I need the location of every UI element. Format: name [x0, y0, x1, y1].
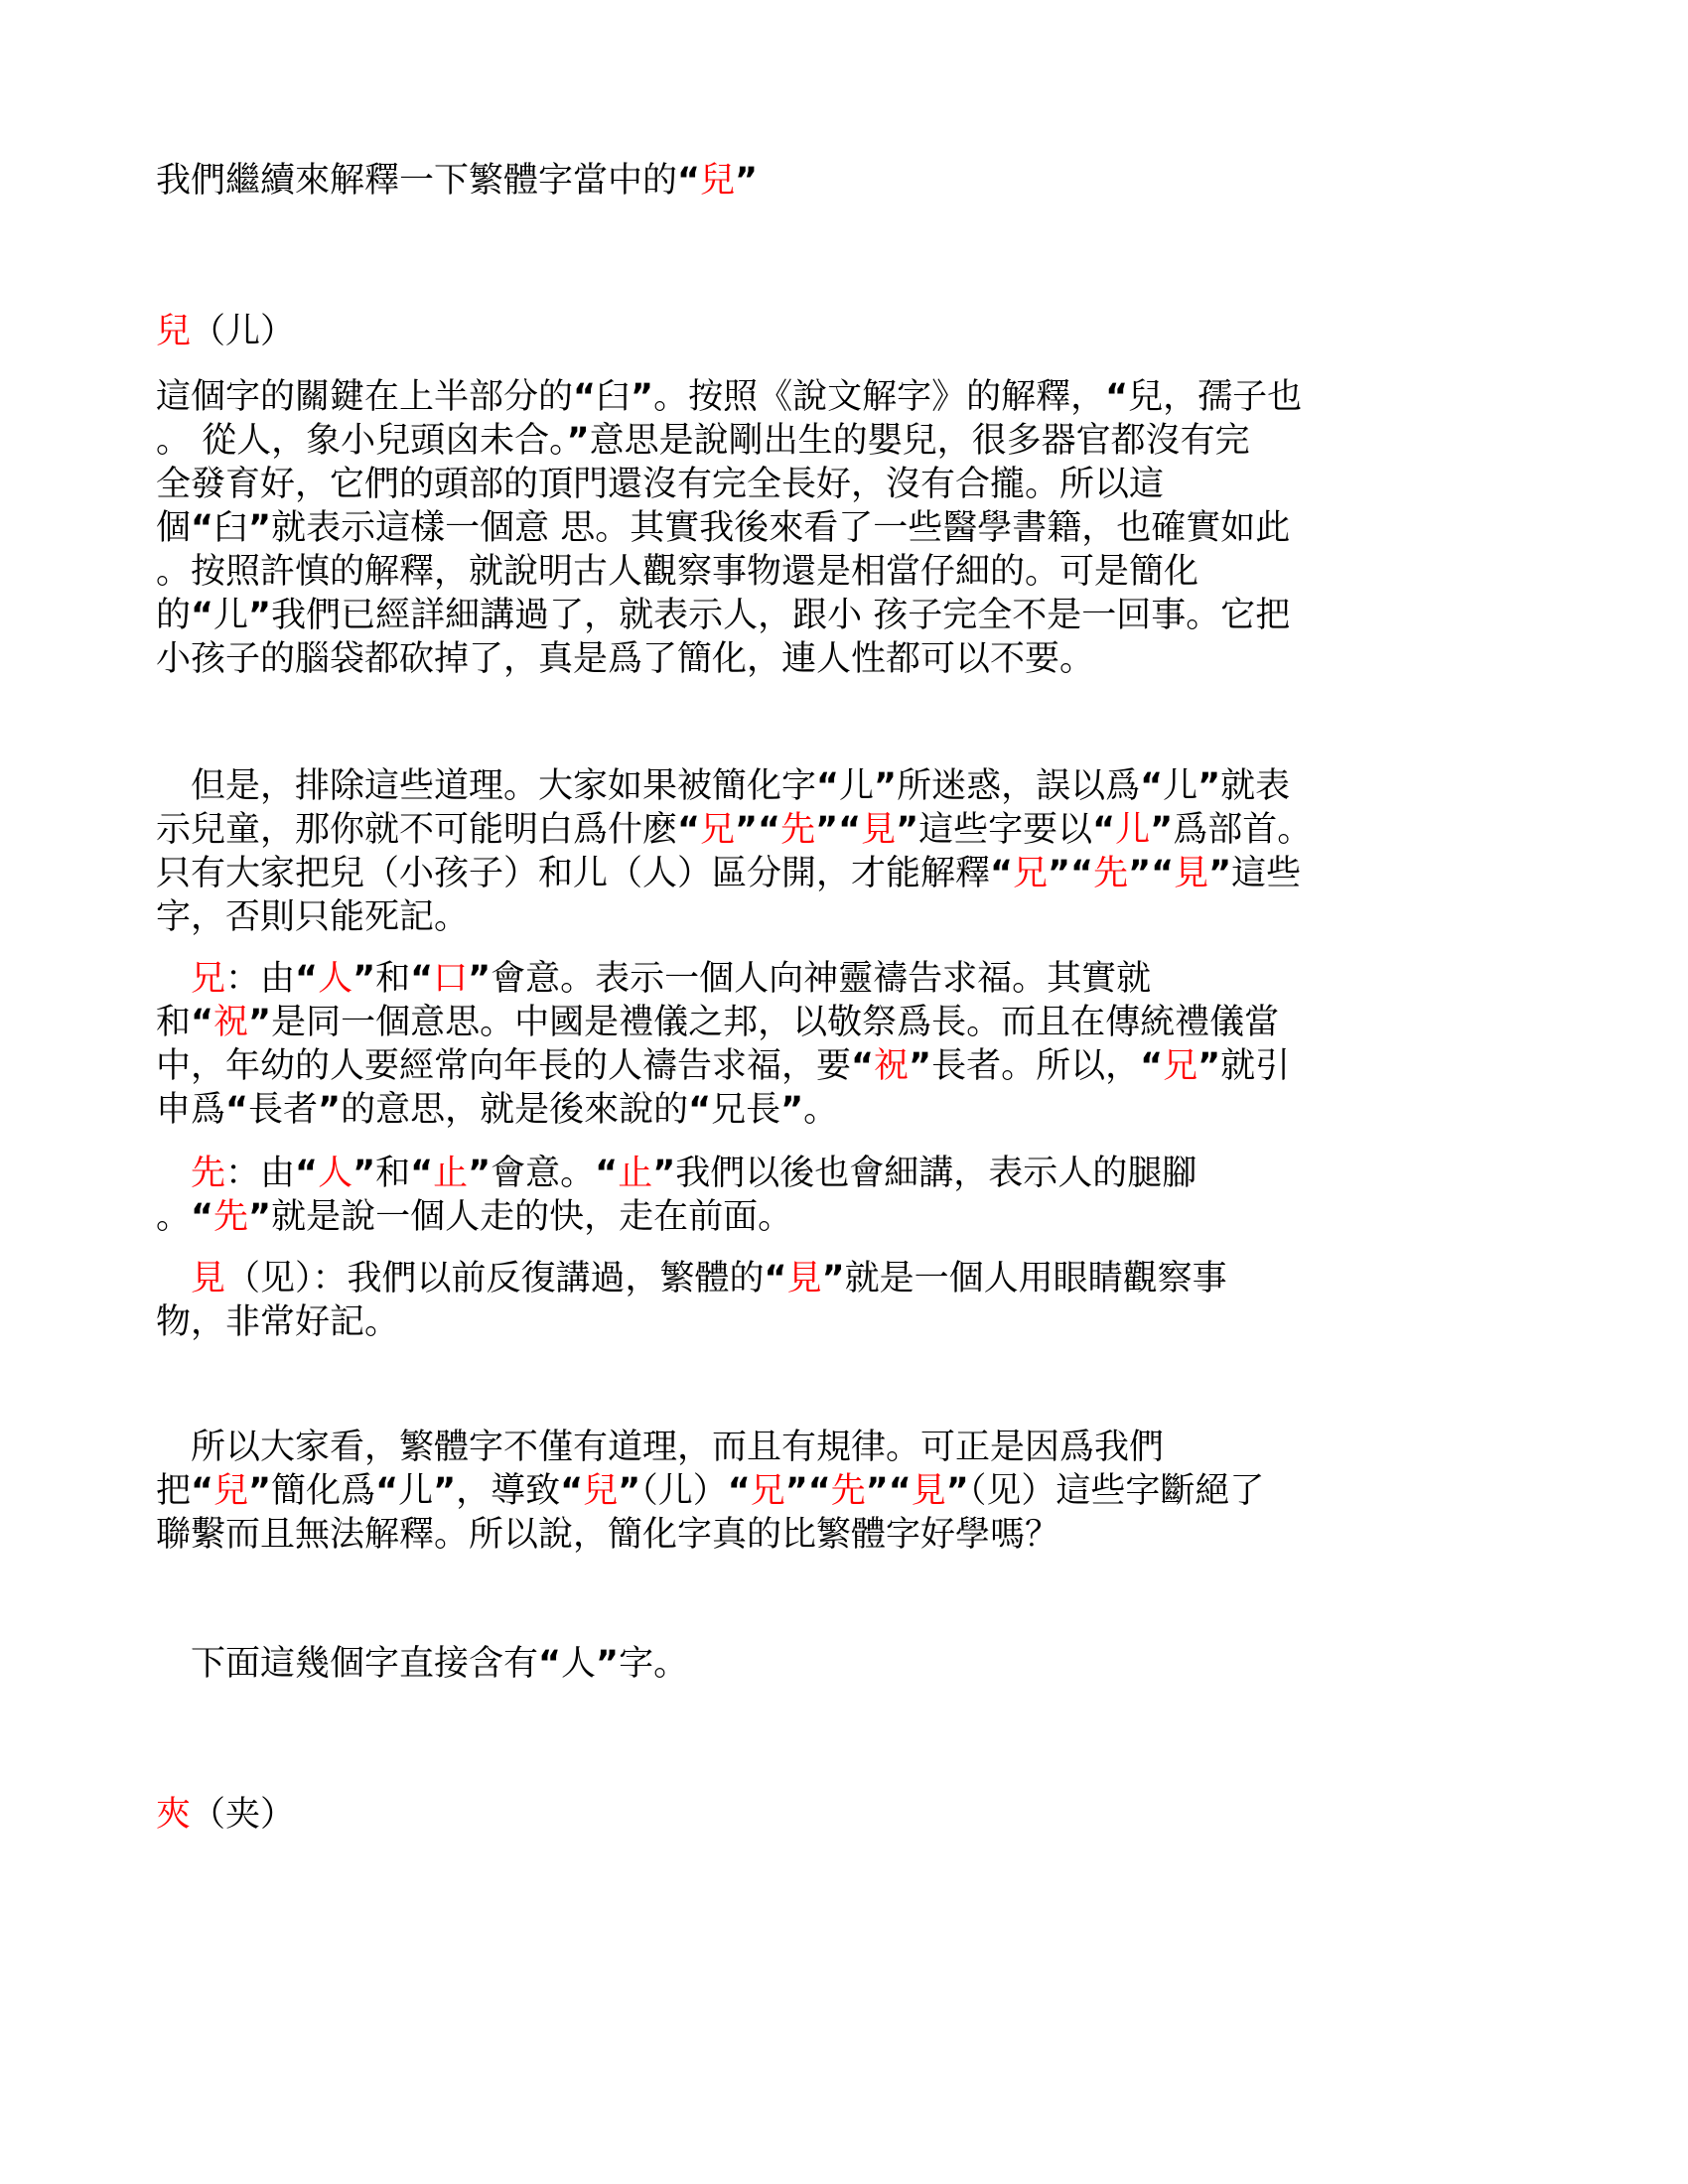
para-er-line-4 [156, 506, 1290, 550]
text-segment: 字，否則只能死記。 [156, 897, 470, 937]
para-er-line-7 [156, 637, 1094, 681]
text-segment: ：由 [225, 959, 296, 999]
text-segment: 。按照許慎的解釋，就說明古人觀察事物還是相當仔細的。可是簡化 [156, 552, 1199, 592]
text-segment: 小孩子的腦袋都砍掉了，真是爲了簡化，連人性都可以不要。 [156, 639, 1095, 679]
para-summary-line-3 [156, 1513, 1059, 1557]
text-segment: 簡化爲 [271, 1471, 376, 1511]
quote-mark: “ [677, 810, 701, 850]
quote-mark: ” [631, 377, 654, 417]
quote-mark: “ [191, 1197, 214, 1237]
quote-mark: ” [652, 1154, 676, 1193]
quote-mark: ” [468, 959, 492, 999]
para-er-line-6 [156, 594, 1290, 637]
quote-mark: ” [248, 1471, 272, 1511]
text-segment: 示兒童，那你就不可能明白爲什麽 [156, 810, 678, 850]
highlighted-character: 見 [191, 1259, 226, 1298]
quote-mark: ”“ [865, 1471, 912, 1511]
quote-mark: “ [851, 1046, 875, 1086]
quote-mark: “ [1105, 377, 1129, 417]
quote-mark: ” [618, 1471, 641, 1511]
text-segment: 和 [375, 959, 411, 999]
quote-mark: ” [566, 421, 590, 461]
quote-mark: ” [248, 596, 272, 635]
quote-mark: “ [560, 1471, 584, 1511]
para-confusion-line-4 [156, 895, 469, 939]
quote-mark: ”“ [1128, 854, 1175, 893]
quote-mark: “ [1140, 1046, 1164, 1086]
quote-mark: ”“ [784, 1471, 831, 1511]
quote-mark: ”“ [735, 810, 781, 850]
text-segment: 所以大家看，繁體字不僅有道理，而且有規律。可正是因爲我們 [156, 1428, 1165, 1467]
quote-mark: “ [816, 766, 840, 806]
highlighted-character: 兒 [213, 1471, 249, 1511]
highlighted-character: 先 [780, 810, 816, 850]
quote-mark: ” [433, 1471, 457, 1511]
para-er-line-3 [156, 463, 1164, 506]
quote-mark: “ [688, 1090, 712, 1130]
highlighted-character: 先 [191, 1154, 226, 1193]
text-segment: 長者。所以， [931, 1046, 1141, 1086]
para-summary-line-2 [156, 1469, 1264, 1513]
highlighted-character: 兒 [156, 312, 192, 351]
text-segment: 字。 [619, 1644, 689, 1684]
highlighted-character: 祝 [213, 1003, 249, 1042]
text-segment: 這些字要以 [918, 810, 1093, 850]
quote-mark: “ [990, 854, 1014, 893]
quote-mark: ” [248, 1003, 272, 1042]
quote-mark: ” [909, 1046, 932, 1086]
text-segment: 臼 [596, 377, 632, 417]
quote-mark: “ [573, 377, 597, 417]
para-xian-line-1 [156, 1152, 1196, 1195]
quote-mark: “ [295, 1154, 319, 1193]
para-xiong-line-2 [156, 1001, 1279, 1044]
para-jian-line-2 [156, 1300, 399, 1344]
text-segment: 會意。表示一個人向神靈禱告求福。其實就 [491, 959, 1152, 999]
para-xiong-line-3 [156, 1044, 1290, 1088]
quote-mark: “ [225, 1090, 249, 1130]
quote-mark: ” [248, 508, 272, 548]
quote-mark: ” [1150, 810, 1174, 850]
highlighted-character: 口 [433, 959, 469, 999]
highlighted-character: 兄 [1163, 1046, 1198, 1086]
highlighted-character: 先 [830, 1471, 866, 1511]
text-segment: （见）：我們以前反復講過，繁體的 [225, 1259, 765, 1298]
text-segment: 但是，排除這些道理。大家如果被簡化字 [156, 766, 817, 806]
para-er-line-1 [156, 375, 1302, 419]
text-segment: （夹） [191, 1795, 296, 1835]
text-segment: 就表 [1220, 766, 1291, 806]
text-segment: 儿 [839, 766, 875, 806]
text-segment: 。按照《說文解字》的解釋， [653, 377, 1106, 417]
highlighted-character: 人 [318, 1154, 353, 1193]
text-segment: 就表示這樣一個意 思。其實我後來看了一些醫學書籍，也確實如此 [271, 508, 1291, 548]
text-segment: 全發育好，它們的頭部的頂門還沒有完全長好，沒有合攏。所以這 [156, 465, 1165, 504]
quote-mark: “ [191, 596, 214, 635]
text-segment: 就引 [1220, 1046, 1291, 1086]
text-segment: 聯繫而且無法解釋。所以說，簡化字真的比繁體字好學嗎？ [156, 1515, 1060, 1555]
quote-mark: ” [945, 1471, 969, 1511]
highlighted-character: 先 [213, 1197, 249, 1237]
para-summary-line-1 [156, 1426, 1164, 1469]
text-segment [156, 1259, 191, 1298]
text-segment: 所迷惑，誤以爲 [897, 766, 1141, 806]
quote-mark: “ [677, 161, 701, 201]
text-segment: 中，年幼的人要經常向年長的人禱告求福，要 [156, 1046, 852, 1086]
text-segment: 。 從人，象小兒頭囟未合。 [156, 421, 567, 461]
highlighted-character: 兒 [583, 1471, 619, 1511]
quote-mark: “ [410, 1154, 434, 1193]
quote-mark: ” [596, 1644, 620, 1684]
quote-mark: “ [191, 1003, 214, 1042]
text-segment: 這個字的關鍵在上半部分的 [156, 377, 574, 417]
heading-jia [156, 1793, 295, 1837]
highlighted-character: 兄 [750, 1471, 785, 1511]
highlighted-character: 止 [433, 1154, 469, 1193]
highlighted-character: 人 [318, 959, 353, 999]
text-segment: 物，非常好記。 [156, 1302, 400, 1342]
heading-er [156, 310, 295, 353]
highlighted-character: 兄 [191, 959, 226, 999]
text-segment: （见）這些字斷絕了 [968, 1471, 1265, 1511]
text-segment: 儿 [213, 596, 249, 635]
quote-mark: ” [352, 1154, 376, 1193]
text-segment: 就是說一個人走的快，走在前面。 [271, 1197, 793, 1237]
highlighted-character: 見 [1174, 854, 1209, 893]
text-segment: 申爲 [156, 1090, 226, 1130]
quote-mark: “ [595, 1154, 619, 1193]
quote-mark: ” [735, 161, 759, 201]
quote-mark: “ [295, 959, 319, 999]
text-segment: 。 [803, 1090, 839, 1130]
quote-mark: ” [352, 959, 376, 999]
text-segment: ，導致 [456, 1471, 561, 1511]
quote-mark: ” [821, 1259, 845, 1298]
text-segment: 兄長 [711, 1090, 781, 1130]
text-segment: 爲部首。 [1173, 810, 1313, 850]
text-segment: （儿） [640, 1471, 728, 1511]
text-segment: 的 [156, 596, 192, 635]
text-segment: 我們已經詳細講過了，就表示人，跟小 孩子完全不是一回事。它把 [271, 596, 1291, 635]
text-segment: 把 [156, 1471, 192, 1511]
quote-mark: “ [538, 1644, 562, 1684]
text-segment: 個 [156, 508, 192, 548]
quote-mark: “ [191, 1471, 214, 1511]
quote-mark: ” [1197, 766, 1221, 806]
text-segment: 是同一個意思。中國是禮儀之邦，以敬祭爲長。而且在傳統禮儀當 [271, 1003, 1280, 1042]
quote-mark: ”“ [1048, 854, 1094, 893]
para-next-chars [156, 1642, 688, 1686]
text-segment: 和 [375, 1154, 411, 1193]
highlighted-character: 見 [911, 1471, 946, 1511]
highlighted-character: 夾 [156, 1795, 192, 1835]
highlighted-character: 見 [786, 1259, 822, 1298]
highlighted-character: 兄 [700, 810, 736, 850]
quote-mark: ” [1208, 854, 1232, 893]
text-segment: （儿） [191, 312, 296, 351]
text-segment: 下面這幾個字直接含有 [156, 1644, 539, 1684]
para-confusion-line-1 [156, 764, 1290, 808]
quote-mark: ” [896, 810, 919, 850]
text-segment: 這些 [1231, 854, 1302, 893]
quote-mark: ” [248, 1197, 272, 1237]
highlighted-character: 兒 [700, 161, 736, 201]
text-segment: 。 [156, 1197, 192, 1237]
text-segment: 就是一個人用眼睛觀察事 [844, 1259, 1227, 1298]
text-segment: 我們繼續來解釋一下繁體字當中的 [156, 161, 678, 201]
quote-mark: “ [1140, 766, 1164, 806]
text-segment [156, 1154, 191, 1193]
text-segment [156, 959, 191, 999]
text-segment: 會意。 [491, 1154, 596, 1193]
para-jian-line-1 [156, 1257, 1227, 1300]
para-xian-line-2 [156, 1195, 792, 1239]
quote-mark: ” [468, 1154, 492, 1193]
para-xiong-line-4 [156, 1088, 838, 1132]
quote-mark: ”“ [815, 810, 862, 850]
text-segment: 的意思，就是後來說的 [341, 1090, 689, 1130]
quote-mark: ” [318, 1090, 342, 1130]
quote-mark: “ [764, 1259, 787, 1298]
text-segment: 長者 [248, 1090, 319, 1130]
highlighted-character: 祝 [874, 1046, 910, 1086]
para-er-line-2 [156, 419, 1250, 463]
quote-mark: “ [727, 1471, 751, 1511]
text-segment: 我們以後也會細講，表示人的腿腳 [675, 1154, 1197, 1193]
text-segment: 只有大家把兒（小孩子）和儿（人）區分開，才能解釋 [156, 854, 991, 893]
quote-mark: “ [1092, 810, 1116, 850]
text-segment: ：由 [225, 1154, 296, 1193]
quote-mark: “ [410, 959, 434, 999]
quote-mark: ” [1197, 1046, 1221, 1086]
highlighted-character: 先 [1093, 854, 1129, 893]
highlighted-character: 止 [618, 1154, 653, 1193]
para-xiong-line-1 [156, 957, 1151, 1001]
text-segment: 和 [156, 1003, 192, 1042]
text-segment: 兒，孺子也 [1128, 377, 1303, 417]
intro-line [156, 159, 758, 203]
text-segment: 人 [561, 1644, 597, 1684]
highlighted-character: 兄 [1013, 854, 1049, 893]
text-segment: 臼 [213, 508, 249, 548]
text-segment: 儿 [398, 1471, 434, 1511]
quote-mark: “ [375, 1471, 399, 1511]
highlighted-character: 見 [861, 810, 897, 850]
highlighted-character: 儿 [1115, 810, 1151, 850]
para-confusion-line-2 [156, 808, 1312, 852]
text-segment: 意思是說剛出生的嬰兒，很多器官都沒有完 [589, 421, 1250, 461]
quote-mark: “ [191, 508, 214, 548]
para-confusion-line-3 [156, 852, 1301, 895]
para-er-line-5 [156, 550, 1198, 594]
text-segment: 儿 [1163, 766, 1198, 806]
quote-mark: ” [874, 766, 898, 806]
quote-mark: ” [780, 1090, 804, 1130]
